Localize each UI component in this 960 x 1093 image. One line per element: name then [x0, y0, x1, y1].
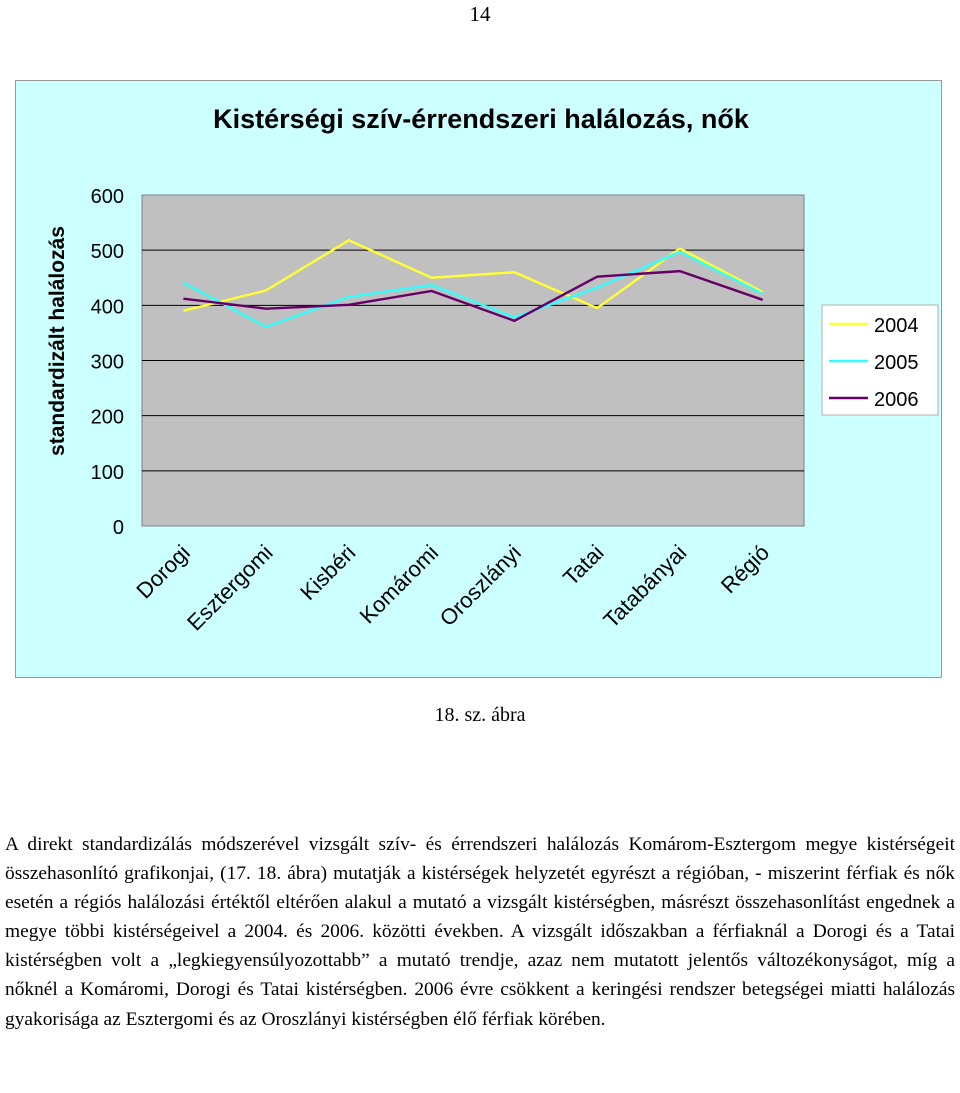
x-tick-label: Dorogi	[131, 539, 195, 604]
x-tick-label: Kisbéri	[295, 539, 361, 606]
x-tick-label: Tatai	[558, 539, 609, 591]
legend-label: 2005	[874, 352, 919, 374]
y-tick-label: 100	[90, 461, 124, 484]
y-tick-label: 300	[90, 351, 124, 374]
y-axis-ticks	[91, 186, 124, 539]
y-tick-label: 0	[112, 517, 124, 539]
chart-title: Kistérségi szív-érrendszeri halálozás, nők	[213, 104, 749, 134]
plot-area	[142, 195, 804, 526]
figure-caption: 18. sz. ábra	[434, 704, 526, 726]
line-chart	[16, 81, 943, 679]
x-tick-label: Komáromi	[354, 539, 444, 629]
legend-label: 2004	[874, 315, 919, 337]
y-axis-label: standardizált halálozás	[46, 226, 69, 456]
y-tick-label: 200	[90, 406, 124, 429]
x-axis-ticks	[131, 540, 774, 635]
y-tick-label: 400	[90, 296, 124, 319]
x-tick-label: Tatabányai	[598, 539, 692, 633]
legend	[822, 305, 938, 415]
page-number: 14	[469, 2, 491, 26]
x-tick-label: Régió	[715, 539, 775, 599]
x-tick-label: Esztergomi	[182, 539, 278, 636]
x-tick-label: Oroszlányi	[434, 539, 526, 632]
y-tick-label: 500	[90, 241, 124, 264]
legend-label: 2006	[874, 389, 919, 411]
chart-area	[15, 80, 942, 678]
y-tick-label: 600	[90, 186, 124, 208]
body-paragraph: A direkt standardizálás módszerével vizsgált szív- és érrendszeri halálozás Komárom-Esztergom megye kistérségeit összehasonlító grafikonjai, (17. 18. ábra) mutatják a kistérségek helyzetét egyrészt a régióban, - miszerint férfiak és nők esetén a régiós halálozási értéktől eltérően alakul a mutató a vizsgált kistérségben, másrészt összehasonlítást engednek a megye többi kistérségeivel a 2004. és 2006. közötti években. A vizsgált időszakban a férfiaknál a Dorogi és a Tatai kistérségben volt a „legkiegyensúlyozottabb” a mutató trendje, azaz nem mutatott jelentős változékonyságot, míg a nőknél a Komáromi, Dorogi és Tatai kistérségben. 2006 évre csökkent a keringési rendszer betegségei miatti halálozás gyakorisága az Esztergomi és az Oroszlányi kistérségben élő férfiak körében.	[5, 834, 955, 1030]
